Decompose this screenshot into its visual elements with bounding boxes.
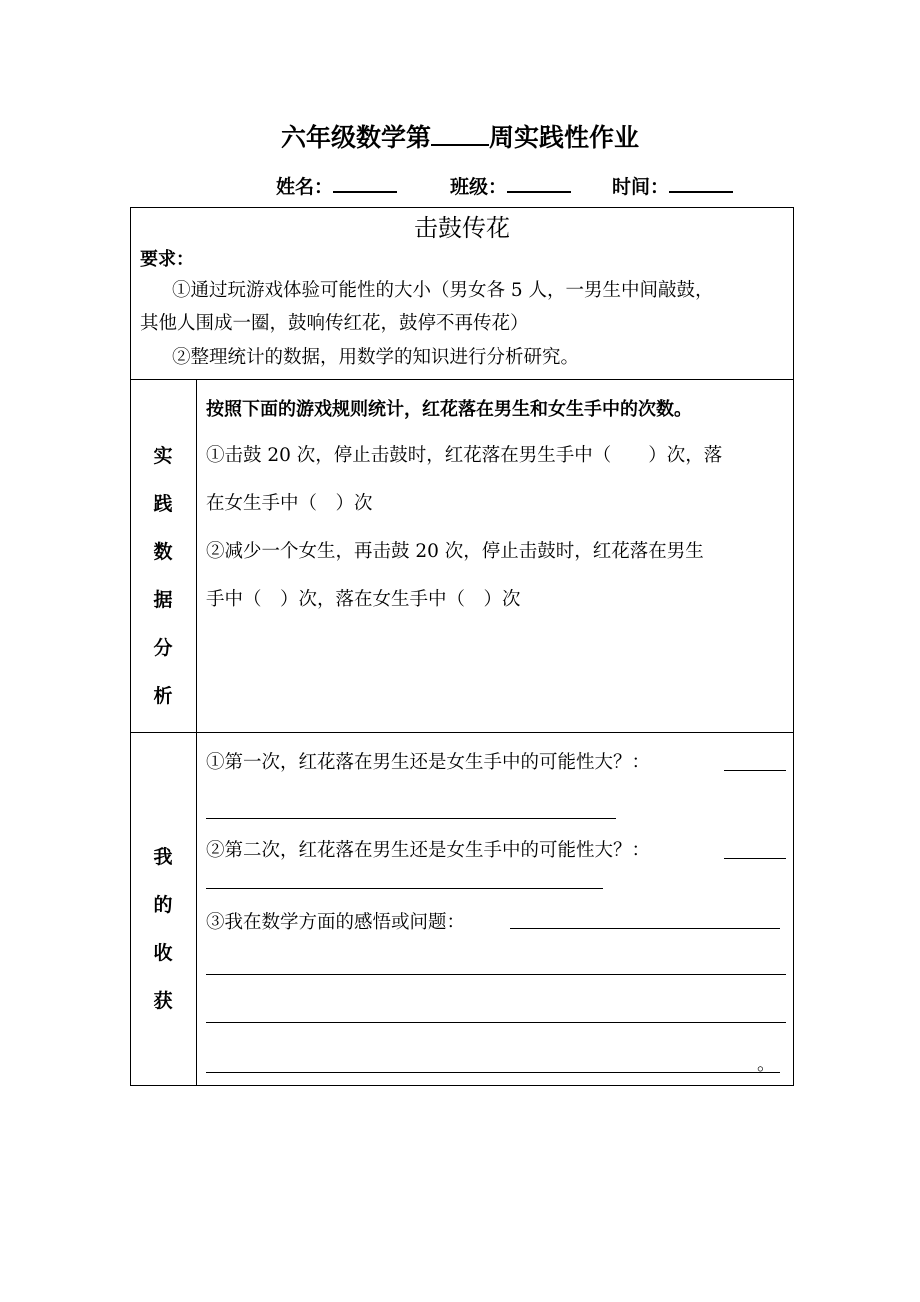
game-title: 击鼓传花 xyxy=(414,214,510,242)
time-blank[interactable] xyxy=(669,173,733,193)
page-title: 六年级数学第 周实践性作业 xyxy=(280,123,640,152)
question-2-line-1: ②减少一个女生，再击鼓 20 次，停止击鼓时，红花落在男生 xyxy=(206,541,704,562)
requirement-label: 要求： xyxy=(140,249,194,270)
row-divider-1 xyxy=(130,379,794,380)
requirement-1-line-2: 其他人围成一圈，鼓响传红花，鼓停不再传花） xyxy=(140,313,529,334)
requirement-1-line-1: ①通过玩游戏体验可能性的大小（男女各 5 人，一男生中间敲鼓， xyxy=(172,280,714,301)
answer-3-line-d[interactable] xyxy=(206,1072,780,1073)
answer-1-line-b[interactable] xyxy=(206,818,616,819)
row-divider-2 xyxy=(130,732,794,733)
answer-1-line-a[interactable] xyxy=(724,770,786,771)
week-blank[interactable] xyxy=(431,122,489,146)
answer-3-line-a[interactable] xyxy=(510,928,780,929)
analysis-instruction: 按照下面的游戏规则统计，红花落在男生和女生手中的次数。 xyxy=(206,399,692,420)
requirement-2: ②整理统计的数据，用数学的知识进行分析研究。 xyxy=(172,347,580,368)
class-blank[interactable] xyxy=(507,173,571,193)
name-field: 姓名： xyxy=(276,172,397,199)
question-1-line-2: 在女生手中（ ）次 xyxy=(206,493,373,514)
answer-3-line-b[interactable] xyxy=(206,974,786,975)
time-field: 时间： xyxy=(612,172,733,199)
question-2-line-2: 手中（ ）次，落在女生手中（ ）次 xyxy=(206,589,521,610)
harvest-question-3: ③我在数学方面的感悟或问题： xyxy=(206,912,466,933)
class-field: 班级： xyxy=(450,172,571,199)
name-blank[interactable] xyxy=(333,173,397,193)
answer-2-line-a[interactable] xyxy=(724,858,786,859)
column-divider xyxy=(196,379,197,1086)
answer-3-line-c[interactable] xyxy=(206,1022,786,1023)
answer-2-line-b[interactable] xyxy=(206,888,603,889)
harvest-question-1: ①第一次，红花落在男生还是女生手中的可能性大？： xyxy=(206,752,651,773)
end-mark: 。 xyxy=(757,1054,776,1075)
harvest-question-2: ②第二次，红花落在男生还是女生手中的可能性大？： xyxy=(206,840,651,861)
question-1-line-1: ①击鼓 20 次，停止击鼓时，红花落在男生手中（ ）次，落 xyxy=(206,445,723,466)
worksheet-table xyxy=(130,207,794,1086)
